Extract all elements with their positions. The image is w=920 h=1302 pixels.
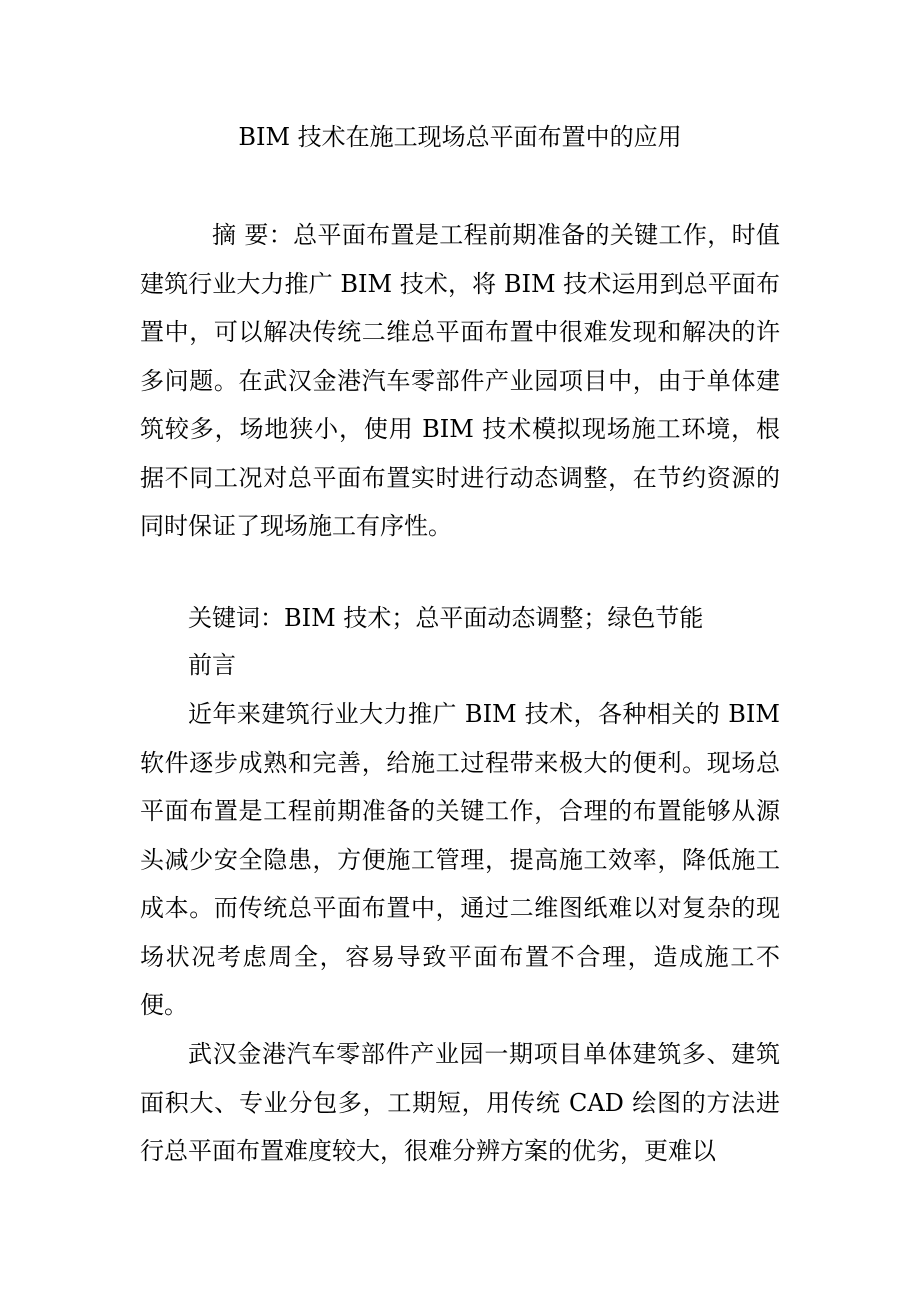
- body-paragraph-1: 近年来建筑行业大力推广 BIM 技术，各种相关的 BIM 软件逐步成熟和完善，给施工过程带来极大的便利。现场总平面布置是工程前期准备的关键工作，合理的布置能够从源头减少安全隐患，方便施工管理，提高施工效率，降低施工成本。而传统总平面布置中，通过二维图纸难以对复杂的现场状况考虑周全，容易导致平面布置不合理，造成施工不便。: [140, 700, 780, 1019]
- abstract-paragraph: [140, 211, 780, 551]
- abstract-text: 总平面布置是工程前期准备的关键工作，时值建筑行业大力推广 BIM 技术，将 BIM 技术运用到总平面布置中，可以解决传统二维总平面布置中很难发现和解决的许多问题。在武汉金港汽车零部件产业园项目中，由于单体建筑较多，场地狭小，使用 BIM 技术模拟现场施工环境，根据不同工况对总平面布置实时进行动态调整，在节约资源的同时保证了现场施工有序性。: [140, 221, 780, 540]
- section-heading: 前言: [188, 651, 236, 679]
- keywords-label: 关键词：: [188, 604, 284, 632]
- body-paragraph-2: 武汉金港汽车零部件产业园一期项目单体建筑多、建筑面积大、专业分包多，工期短，用传统 CAD 绘图的方法进行总平面布置难度较大，很难分辨方案的优劣，更难以: [140, 1040, 780, 1165]
- document-title: BIM 技术在施工现场总平面布置中的应用: [238, 123, 682, 151]
- keywords-line: [140, 594, 780, 643]
- keywords-text: BIM 技术；总平面动态调整；绿色节能: [284, 604, 704, 632]
- abstract-label: 摘 要：: [212, 221, 294, 249]
